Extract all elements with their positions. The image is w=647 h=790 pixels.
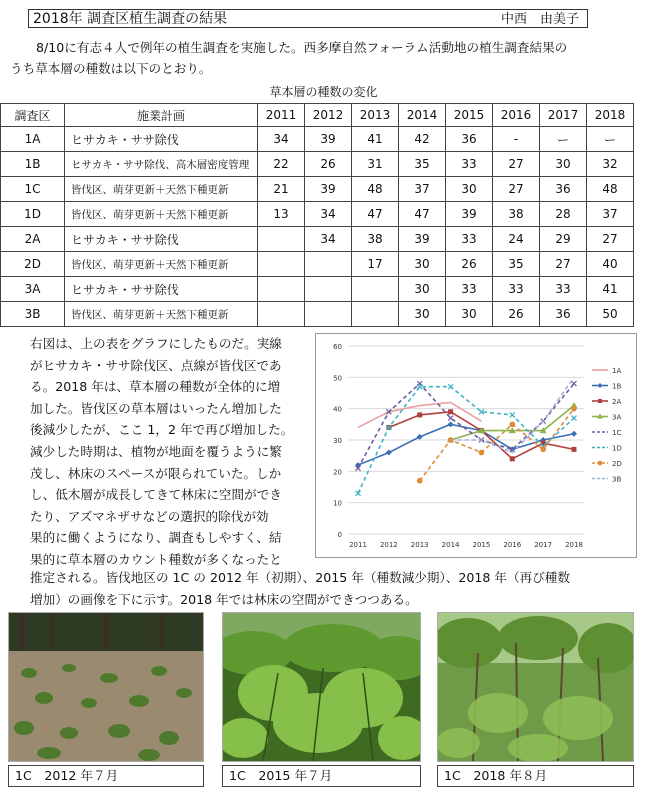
plan-cell: ヒサカキ・ササ除伐 bbox=[65, 127, 258, 152]
table-row bbox=[1, 252, 634, 277]
data-point-2D bbox=[571, 406, 577, 412]
plot-id-cell: 3B bbox=[1, 302, 65, 327]
count-cell bbox=[305, 277, 352, 302]
legend-label-3B: 3B bbox=[612, 475, 622, 484]
count-cell: 50 bbox=[587, 302, 634, 327]
continuation-paragraph bbox=[30, 567, 640, 610]
page-title: 2018年 調査区植生調査の結果 bbox=[33, 11, 228, 27]
header-cell: 調査区 bbox=[1, 104, 65, 127]
body-line: 減少した時期は、植物が地面を覆うように繁 bbox=[30, 443, 282, 459]
plan-cell: ヒサカキ・ササ除伐 bbox=[65, 227, 258, 252]
plot-id-cell: 1B bbox=[1, 152, 65, 177]
y-tick-label: 30 bbox=[333, 437, 342, 445]
intro-paragraph bbox=[10, 37, 640, 79]
count-cell: 34 bbox=[258, 127, 305, 152]
clearcut-photo bbox=[9, 613, 203, 761]
table-row bbox=[1, 277, 634, 302]
count-cell: 39 bbox=[399, 227, 446, 252]
count-cell: 39 bbox=[446, 202, 493, 227]
table-row bbox=[1, 302, 634, 327]
count-cell: 36 bbox=[540, 177, 587, 202]
header-cell: 2014 bbox=[399, 104, 446, 127]
count-cell: 27 bbox=[587, 227, 634, 252]
count-cell: 33 bbox=[540, 277, 587, 302]
count-cell: 47 bbox=[352, 202, 399, 227]
y-tick-label: 10 bbox=[333, 499, 342, 508]
count-cell: 29 bbox=[540, 227, 587, 252]
plan-cell: 皆伐区、萌芽更新＋天然下種更新 bbox=[65, 252, 258, 277]
count-cell: 33 bbox=[446, 227, 493, 252]
body-line: し、低木層が成長してきて林床に空間ができ bbox=[30, 487, 282, 503]
count-cell bbox=[305, 252, 352, 277]
count-cell: 30 bbox=[399, 302, 446, 327]
x-tick-label: 2013 bbox=[410, 541, 429, 549]
young-trees-photo bbox=[438, 613, 633, 761]
count-cell: 40 bbox=[587, 252, 634, 277]
plan-cell: ヒサカキ・ササ除伐、高木層密度管理 bbox=[65, 152, 258, 177]
count-cell: 36 bbox=[540, 302, 587, 327]
plot-id-cell: 1C bbox=[1, 177, 65, 202]
count-cell: - bbox=[493, 127, 540, 152]
count-cell: 39 bbox=[305, 177, 352, 202]
x-tick-label: 2014 bbox=[441, 541, 460, 549]
count-cell: ー bbox=[587, 127, 634, 152]
count-cell: 41 bbox=[587, 277, 634, 302]
intro-line: 8/10に有志４人で例年の植生調査を実施した。西多摩自然フォーラム活動地の植生調査結果の bbox=[36, 40, 568, 55]
header-cell: 2016 bbox=[493, 104, 540, 127]
data-point-2A bbox=[417, 412, 422, 417]
count-cell: 34 bbox=[305, 227, 352, 252]
plot-id-cell: 2D bbox=[1, 252, 65, 277]
dense-grass-photo bbox=[223, 613, 420, 761]
count-cell: 35 bbox=[399, 152, 446, 177]
count-cell: 21 bbox=[258, 177, 305, 202]
line-chart-frame bbox=[315, 333, 637, 558]
photo-1c-2012 bbox=[8, 612, 204, 762]
legend-marker-2A bbox=[598, 399, 602, 403]
count-cell: 38 bbox=[493, 202, 540, 227]
count-cell: 36 bbox=[446, 127, 493, 152]
photo-caption: 1C 2012 年７月 bbox=[8, 765, 204, 787]
x-tick-label: 2015 bbox=[472, 541, 491, 549]
plan-cell: 皆伐区、萌芽更新＋天然下種更新 bbox=[65, 177, 258, 202]
x-tick-label: 2012 bbox=[379, 541, 398, 549]
body-line: 茂し、林床のスペースが限られていた。しか bbox=[30, 465, 282, 481]
legend-label-2D: 2D bbox=[612, 460, 622, 468]
body-line: 加した。皆伐区の草本層はいったん増加した bbox=[30, 400, 282, 416]
count-cell bbox=[258, 252, 305, 277]
plot-id-cell: 3A bbox=[1, 277, 65, 302]
legend-marker-2D bbox=[598, 461, 603, 466]
body-line: がヒサカキ・ササ除伐区、点線が皆伐区であ bbox=[30, 357, 282, 373]
legend-marker-1B bbox=[598, 383, 603, 388]
x-tick-label: 2011 bbox=[349, 541, 367, 549]
count-cell: 26 bbox=[446, 252, 493, 277]
plot-id-cell: 1A bbox=[1, 127, 65, 152]
count-cell: 37 bbox=[399, 177, 446, 202]
legend-label-1D: 1D bbox=[612, 444, 622, 453]
table-caption: 草本層の種数の変化 bbox=[269, 85, 378, 99]
count-cell: 30 bbox=[399, 277, 446, 302]
header-cell: 2013 bbox=[352, 104, 399, 127]
y-tick-label: 60 bbox=[333, 343, 342, 351]
x-tick-label: 2016 bbox=[503, 541, 522, 549]
count-cell: 28 bbox=[540, 202, 587, 227]
count-cell: 32 bbox=[587, 152, 634, 177]
count-cell: 33 bbox=[493, 277, 540, 302]
y-tick-label: 20 bbox=[333, 468, 342, 477]
count-cell: ー bbox=[540, 127, 587, 152]
analysis-paragraph bbox=[30, 333, 305, 571]
table-row bbox=[1, 202, 634, 227]
photo-caption: 1C 2018 年８月 bbox=[437, 765, 634, 787]
legend-label-3A: 3A bbox=[612, 413, 622, 422]
count-cell: 41 bbox=[352, 127, 399, 152]
count-cell: 33 bbox=[446, 152, 493, 177]
count-cell bbox=[305, 302, 352, 327]
table-header-row bbox=[1, 104, 634, 127]
plan-cell: 皆伐区、萌芽更新＋天然下種更新 bbox=[65, 202, 258, 227]
count-cell: 27 bbox=[493, 177, 540, 202]
data-point-1B bbox=[571, 431, 577, 437]
table-row bbox=[1, 127, 634, 152]
plot-id-cell: 2A bbox=[1, 227, 65, 252]
photo-caption: 1C 2015 年７月 bbox=[222, 765, 421, 787]
table-row bbox=[1, 152, 634, 177]
body-line: 果的に働くようになり、調査もしやすく、結 bbox=[30, 530, 282, 546]
count-cell bbox=[258, 302, 305, 327]
count-cell: 42 bbox=[399, 127, 446, 152]
count-cell: 30 bbox=[399, 252, 446, 277]
count-cell: 34 bbox=[305, 202, 352, 227]
header-cell: 2011 bbox=[258, 104, 305, 127]
count-cell: 24 bbox=[493, 227, 540, 252]
count-cell: 37 bbox=[587, 202, 634, 227]
species-count-table bbox=[0, 103, 634, 327]
y-tick-label: 50 bbox=[333, 374, 342, 383]
plan-cell: ヒサカキ・ササ除伐 bbox=[65, 277, 258, 302]
count-cell: 47 bbox=[399, 202, 446, 227]
count-cell: 48 bbox=[587, 177, 634, 202]
title-box bbox=[28, 9, 588, 28]
body-line: 後減少したが、ここ 1，2 年で再び増加した。 bbox=[30, 422, 294, 438]
table-row bbox=[1, 227, 634, 252]
legend-label-1A: 1A bbox=[612, 367, 622, 375]
count-cell: 26 bbox=[493, 302, 540, 327]
photo-1c-2018 bbox=[437, 612, 634, 762]
data-point-2A bbox=[572, 447, 577, 452]
header-cell: 2018 bbox=[587, 104, 634, 127]
data-point-2D bbox=[540, 447, 546, 453]
count-cell: 31 bbox=[352, 152, 399, 177]
table-row bbox=[1, 177, 634, 202]
data-point-2A bbox=[448, 409, 453, 414]
body-line: 右図は、上の表をグラフにしたものだ。実線 bbox=[30, 336, 282, 351]
count-cell: 30 bbox=[446, 302, 493, 327]
author-name: 中西 由美子 bbox=[500, 12, 579, 27]
count-cell: 38 bbox=[352, 227, 399, 252]
count-cell bbox=[352, 302, 399, 327]
count-cell: 30 bbox=[446, 177, 493, 202]
photo-1c-2015 bbox=[222, 612, 421, 762]
header-cell: 2012 bbox=[305, 104, 352, 127]
y-tick-label: 0 bbox=[337, 531, 342, 539]
count-cell: 33 bbox=[446, 277, 493, 302]
count-cell: 22 bbox=[258, 152, 305, 177]
x-tick-label: 2017 bbox=[534, 541, 553, 549]
count-cell: 35 bbox=[493, 252, 540, 277]
data-point-2A bbox=[510, 456, 515, 461]
count-cell: 27 bbox=[493, 152, 540, 177]
count-cell bbox=[258, 227, 305, 252]
count-cell: 13 bbox=[258, 202, 305, 227]
species-line-chart bbox=[316, 334, 636, 557]
plan-cell: 皆伐区、萌芽更新＋天然下種更新 bbox=[65, 302, 258, 327]
data-point-1B bbox=[448, 421, 454, 427]
body-line: る。2018 年は、草本層の種数が全体的に増 bbox=[30, 379, 281, 395]
header-cell: 施業計画 bbox=[65, 104, 258, 127]
data-point-2D bbox=[417, 478, 423, 484]
y-tick-label: 40 bbox=[333, 405, 342, 414]
data-point-2D bbox=[509, 422, 515, 428]
count-cell: 17 bbox=[352, 252, 399, 277]
count-cell: 48 bbox=[352, 177, 399, 202]
intro-line: うち草本層の種数は以下のとおり。 bbox=[10, 61, 212, 76]
count-cell: 27 bbox=[540, 252, 587, 277]
body-line: 推定される。皆伐地区の 1C の 2012 年（初期）、2015 年（種数減少期）、2018 年（再び種数 bbox=[30, 570, 570, 585]
header-cell: 2015 bbox=[446, 104, 493, 127]
count-cell: 39 bbox=[305, 127, 352, 152]
count-cell: 26 bbox=[305, 152, 352, 177]
count-cell: 30 bbox=[540, 152, 587, 177]
x-tick-label: 2018 bbox=[565, 541, 583, 549]
legend-label-1C: 1C bbox=[612, 429, 622, 437]
data-point-1B bbox=[386, 450, 392, 456]
body-line: たり、アズマネザサなどの選択的除伐が効 bbox=[30, 508, 269, 524]
header-cell: 2017 bbox=[540, 104, 587, 127]
legend-label-1B: 1B bbox=[612, 382, 622, 391]
body-line: 増加）の画像を下に示す。2018 年では林床の空間ができつつある。 bbox=[30, 591, 418, 607]
count-cell bbox=[258, 277, 305, 302]
body-line: 果的に草本層のカウント種数が多くなったと bbox=[30, 551, 282, 567]
data-point-2D bbox=[479, 450, 485, 456]
plot-id-cell: 1D bbox=[1, 202, 65, 227]
data-point-1B bbox=[417, 434, 423, 440]
count-cell bbox=[352, 277, 399, 302]
legend-label-2A: 2A bbox=[612, 398, 622, 406]
